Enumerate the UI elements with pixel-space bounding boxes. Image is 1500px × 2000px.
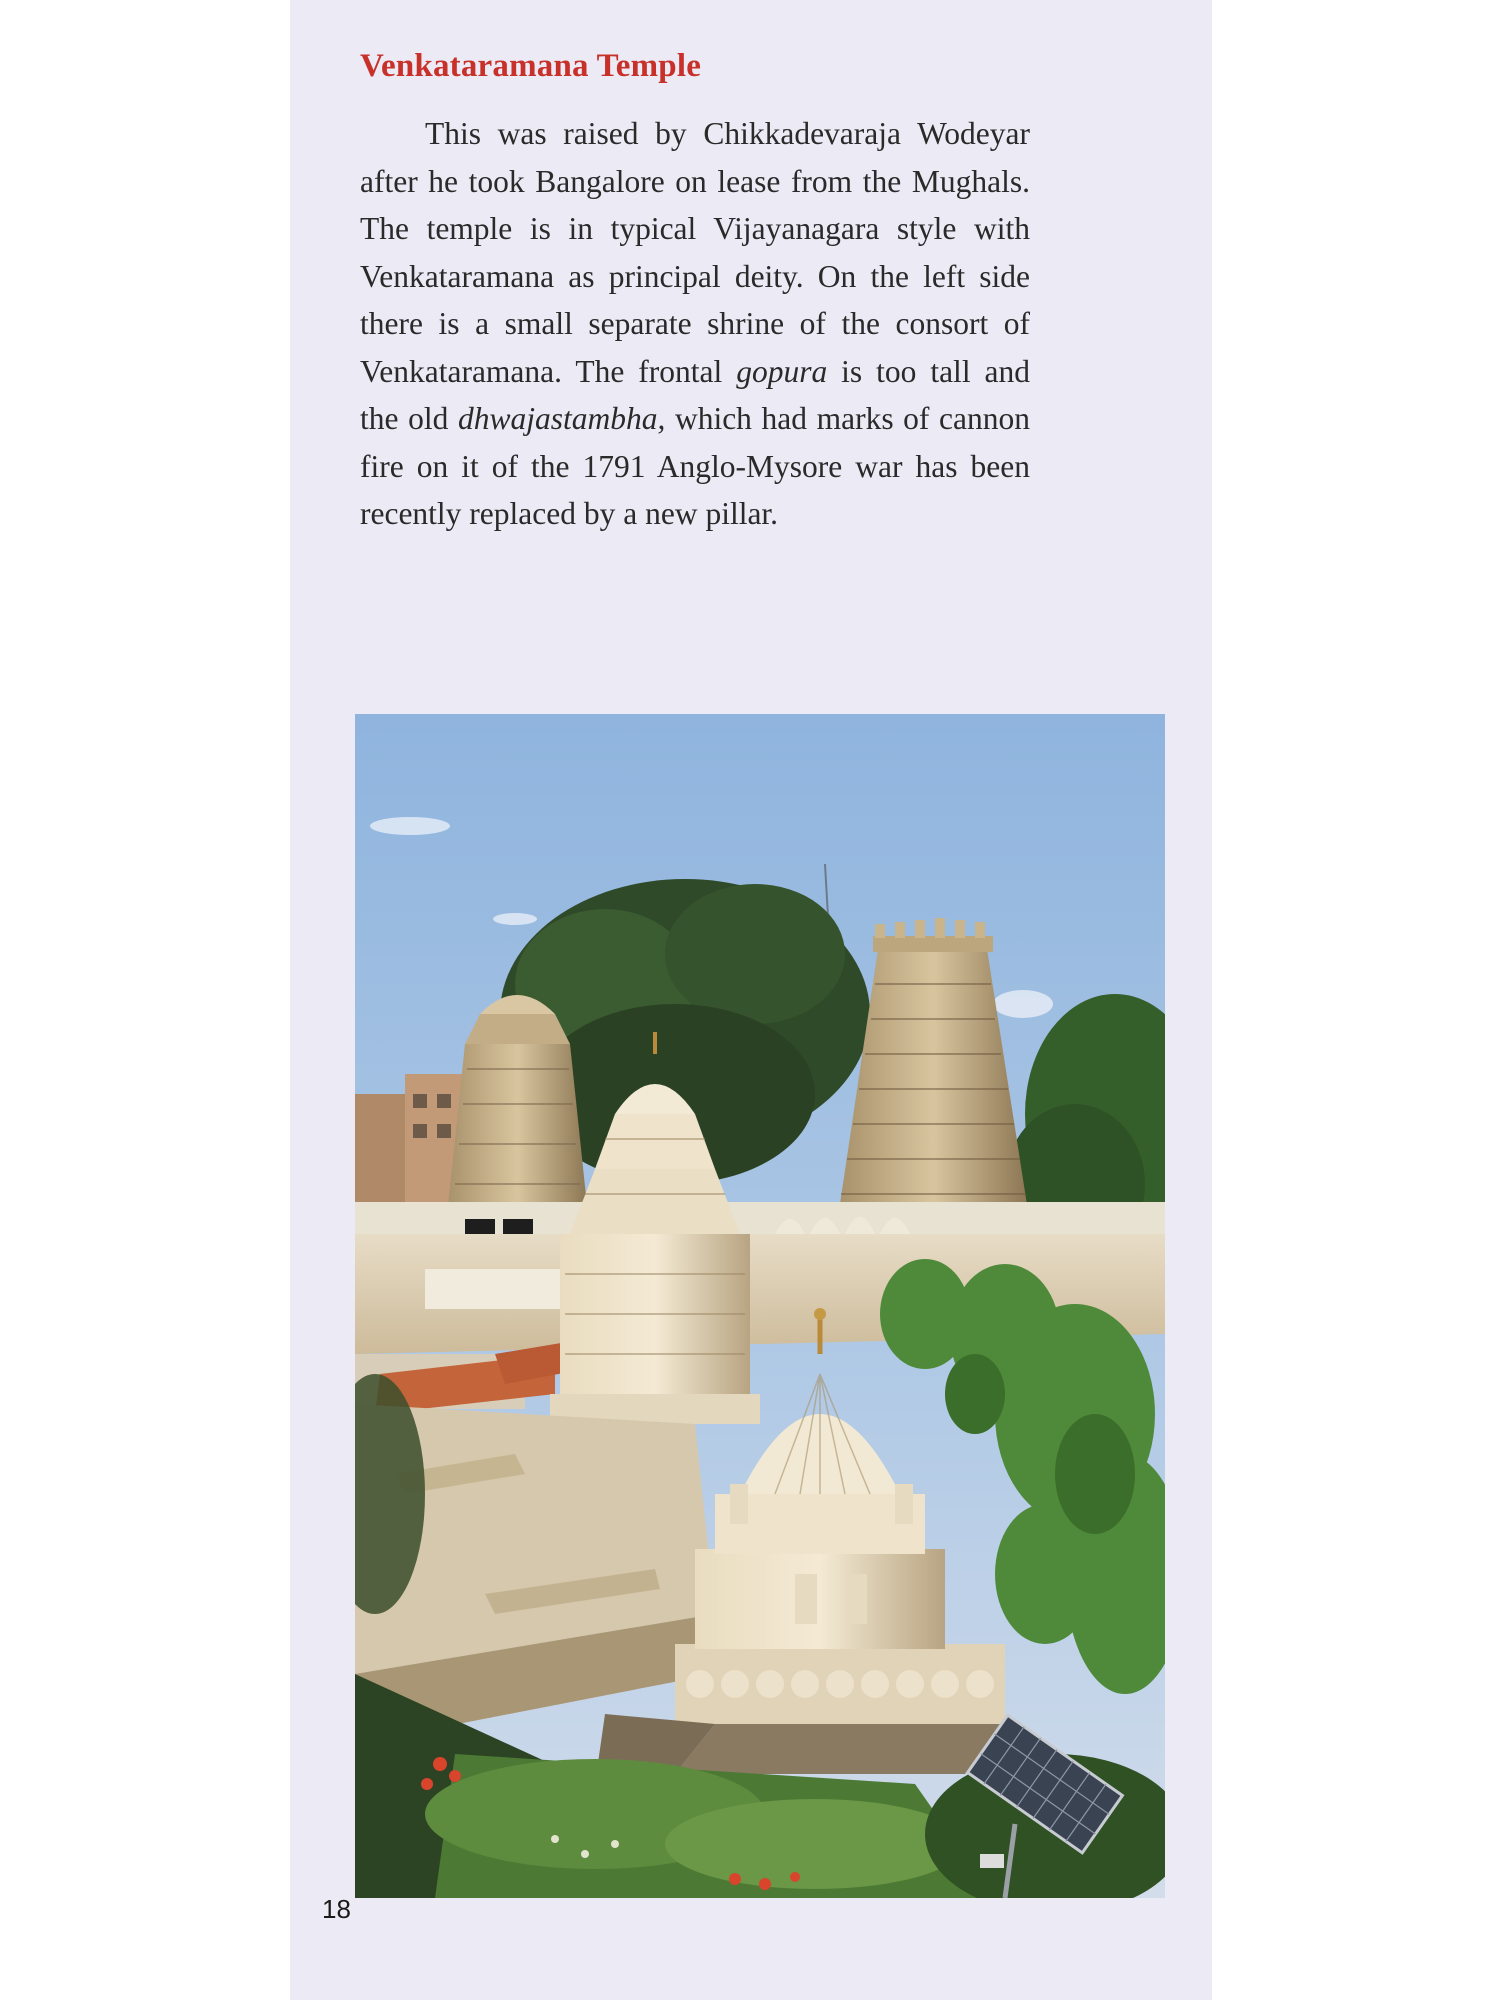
section-heading: Venkataramana Temple [360, 48, 702, 84]
temple-photograph [355, 714, 1165, 1898]
paragraph-text-1: This was raised by Chikkadevaraja Wodeyar after he took Bangalore on lease from the Mughals. The temple is in typical Vijayanagara style with Venkataramana as principal deity. On the left side there is a small separate shrine of the consort of Venkataramana. The frontal [360, 116, 1030, 389]
body-paragraph [360, 110, 1030, 538]
paragraph-text-2: is too tall and the old [360, 353, 1030, 436]
temple-photo-illustration [355, 714, 1165, 1898]
term-dhwajastambha: dhwajastambha, [457, 401, 666, 436]
page-number: 18 [322, 1894, 351, 1924]
paragraph-text-3: which had marks of cannon fire on it of the 1791 Anglo-Mysore war has been recently replaced by a new pillar. [360, 401, 1030, 531]
term-gopura: gopura [736, 353, 828, 389]
